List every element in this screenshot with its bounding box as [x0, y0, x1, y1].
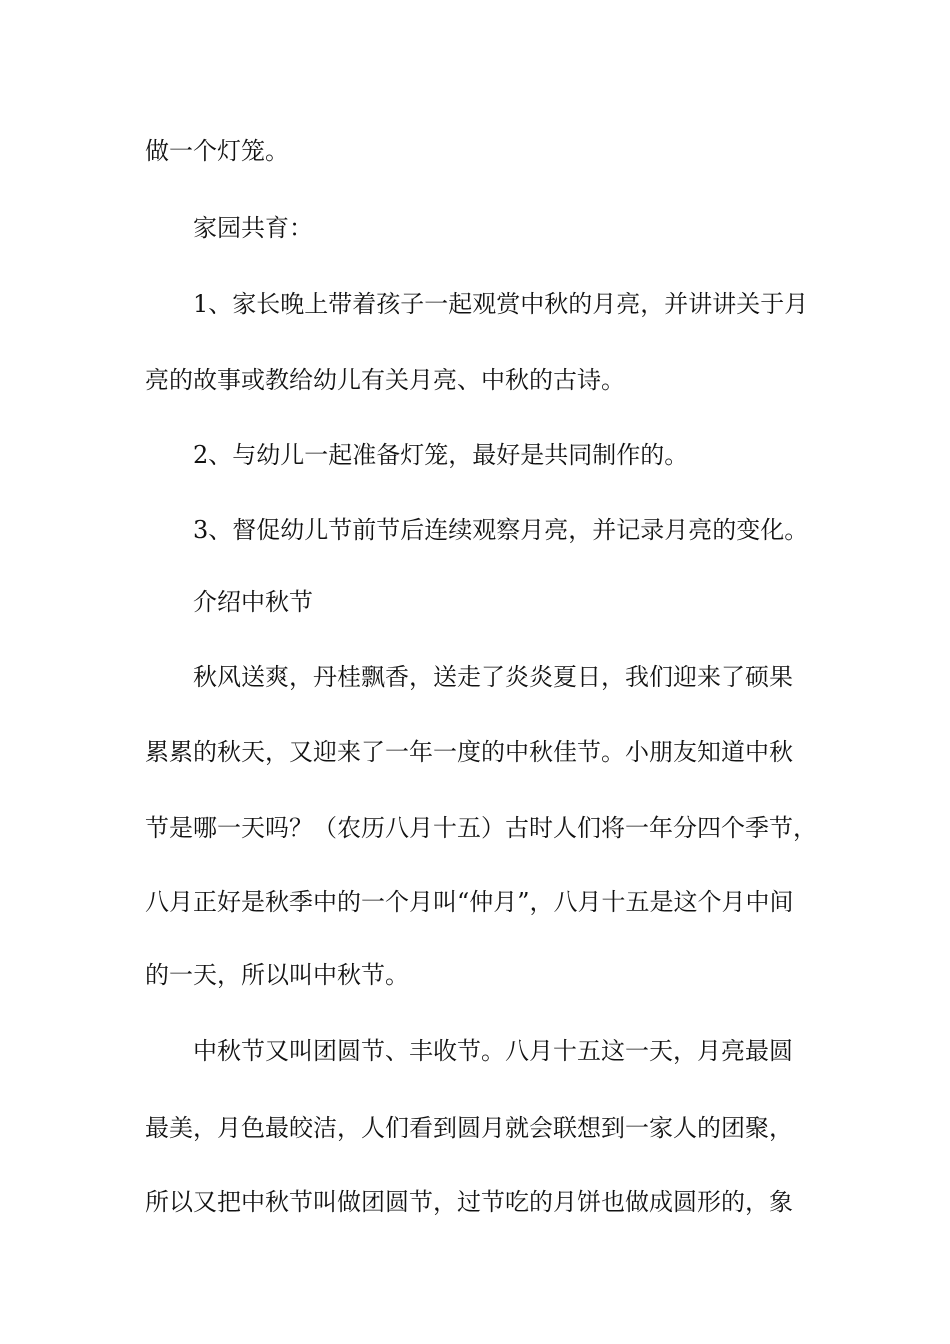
- text-line: 1、家长晚上带着孩子一起观赏中秋的月亮，并讲讲关于月: [193, 290, 809, 318]
- text-line: 累累的秋天，又迎来了一年一度的中秋佳节。小朋友知道中秋: [145, 738, 793, 766]
- text-line: 2、与幼儿一起准备灯笼，最好是共同制作的。: [193, 441, 689, 469]
- text-line: 亮的故事或教给幼儿有关月亮、中秋的古诗。: [145, 366, 625, 394]
- text-line: 节是哪一天吗？（农历八月十五）古时人们将一年分四个季节，: [145, 814, 817, 842]
- text-line: 最美，月色最皎洁，人们看到圆月就会联想到一家人的团聚，: [145, 1114, 793, 1142]
- text-line: 秋风送爽，丹桂飘香，送走了炎炎夏日，我们迎来了硕果: [193, 663, 793, 691]
- text-line: 做一个灯笼。: [145, 137, 289, 165]
- text-line: 中秋节又叫团圆节、丰收节。八月十五这一天，月亮最圆: [193, 1037, 793, 1065]
- text-line: 家园共育：: [193, 214, 313, 242]
- text-line: 所以又把中秋节叫做团圆节，过节吃的月饼也做成圆形的，象: [145, 1188, 793, 1216]
- section-title: 介绍中秋节: [193, 588, 313, 616]
- text-line: 的一天，所以叫中秋节。: [145, 961, 409, 989]
- text-line: 3、督促幼儿节前节后连续观察月亮，并记录月亮的变化。: [193, 516, 809, 544]
- text-line: 八月正好是秋季中的一个月叫“仲月”，八月十五是这个月中间: [145, 888, 794, 916]
